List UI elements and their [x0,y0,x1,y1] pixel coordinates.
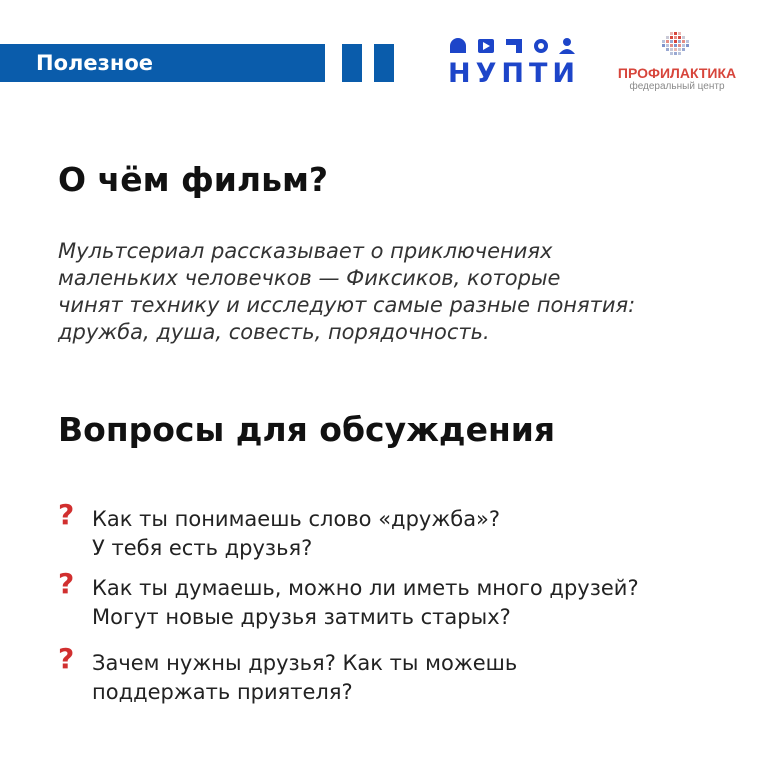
grid-logo-icon [658,32,696,60]
questions-title: Вопросы для обсуждения [58,410,556,449]
nupti-icons [448,36,588,56]
person-icon [559,38,575,54]
profilaktika-subtitle: федеральный центр [629,81,725,92]
question-mark-icon: ? [58,498,75,531]
about-description [58,238,748,346]
question-line: Могут новые друзья затмить старых? [92,605,511,629]
question-mark-icon: ? [58,567,75,600]
question-line: У тебя есть друзья? [92,536,313,560]
play-square-icon [478,39,494,53]
question-mark-icon: ? [58,642,75,675]
about-line: дружба, душа, совесть, порядочность. [58,320,490,344]
question-text [92,649,742,707]
question-line: Как ты понимаешь слово «дружба»? [92,507,501,531]
banner-stripe-1 [342,44,362,82]
nupti-logo [448,36,588,92]
question-line: поддержать приятеля? [92,680,353,704]
about-title: О чём фильм? [58,160,329,199]
bracket-icon [506,39,522,53]
question-text [92,574,742,632]
question-text [92,505,742,563]
about-line: маленьких человечков — Фиксиков, которые [58,266,561,290]
nupti-wordmark: НУПТИ [448,58,581,89]
banner-label: Полезное [36,51,154,75]
about-line: чинят технику и исследуют самые разные понятия: [58,293,636,317]
about-line: Мультсериал рассказывает о приключениях [58,239,553,263]
profilaktika-logo [602,32,752,96]
banner-stripe-2 [374,44,394,82]
question-line: Зачем нужны друзья? Как ты можешь [92,651,518,675]
header-banner [0,44,325,82]
profilaktika-name: ПРОФИЛАКТИКА [617,65,737,81]
circle-icon [450,38,466,53]
question-line: Как ты думаешь, можно ли иметь много друзей? [92,576,639,600]
